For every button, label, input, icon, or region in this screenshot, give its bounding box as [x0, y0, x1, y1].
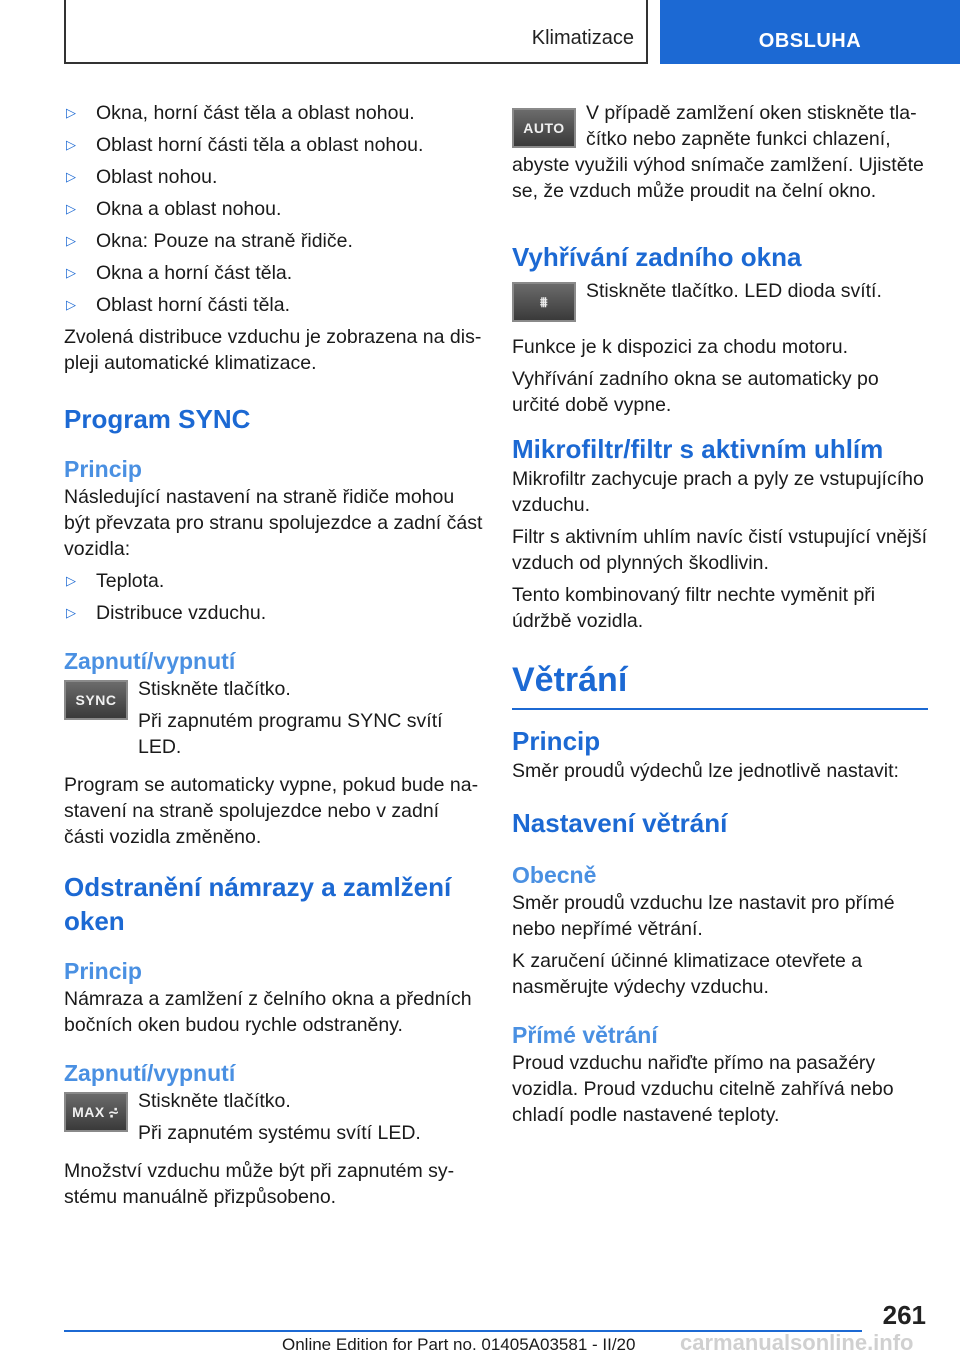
triangle-bullet-icon: ▷ — [66, 297, 76, 312]
header-bar — [64, 0, 648, 64]
chapter-tab — [660, 0, 960, 64]
triangle-bullet-icon: ▷ — [66, 137, 76, 152]
auto-block — [512, 100, 928, 204]
rear-window-heater-icon: ⩩ — [512, 282, 576, 322]
right-column — [512, 100, 928, 1134]
sync-heading: Program SYNC — [64, 404, 251, 434]
defrost-principle-heading: Princip — [64, 958, 142, 984]
triangle-bullet-icon: ▷ — [66, 169, 76, 184]
max-note-text: Množství vzduchu může být při zapnutém systému manuálně přizpůsobeno. — [64, 1160, 455, 1208]
list-item: ▷ Okna: Pouze na straně řidiče. — [66, 230, 353, 252]
list-item: ▷ Oblast nohou. — [66, 166, 218, 188]
defrost-heading: Odstranění námrazy a zamlžení oken — [64, 872, 452, 936]
edition-text: Online Edition for Part no. 01405A03581 - II/20 — [282, 1335, 636, 1354]
distribution-list — [64, 100, 484, 318]
general-heading: Obecně — [512, 862, 597, 888]
sync-press-text: Stiskněte tlačítko. — [138, 678, 291, 700]
list-item: ▷ Okna a oblast nohou. — [66, 198, 282, 220]
sync-principle-heading: Princip — [64, 456, 142, 482]
section-divider — [512, 708, 928, 710]
page-number: 261 — [882, 1300, 926, 1330]
rear-press-text: Stiskněte tlačítko. LED dioda svítí. — [586, 280, 882, 302]
general-text-1: Směr proudů vzduchu lze nastavit pro přímé nebo nepřímé větrání. — [512, 892, 895, 940]
sync-led-text: Při zapnutém programu SYNC svítí LED. — [138, 710, 443, 758]
sync-principle-text: Následující nastavení na straně řidiče mohou být převzata pro stranu spolujezdce a zadní část vozidla: — [64, 486, 483, 560]
filter-text-2: Filtr s aktivním uhlím navíc čistí vstupující vnější vzduch od plynných škodlivin. — [512, 526, 928, 574]
auto-text: V případě zamlžení oken stiskněte tlačítko nebo zapněte funkci chlazení, abyste využili výhod snímače zamlžení. Ujistěte se, že vzduch může proudit na čelní okno. — [512, 102, 924, 202]
filter-heading: Mikrofiltr/filtr s aktivním uhlím — [512, 434, 884, 464]
watermark: carmanualsonline.info — [680, 1330, 914, 1355]
left-column — [64, 100, 484, 1216]
max-button-row — [64, 1088, 484, 1152]
list-item: ▷ Oblast horní části těla. — [66, 294, 291, 316]
distribution-note: Zvolená distribuce vzduchu je zobrazena na displeji automatické klimatizace. — [64, 326, 482, 374]
section-title: Klimatizace — [531, 27, 634, 49]
defrost-icon: ⩫ — [107, 1103, 120, 1120]
ventilation-setting-heading: Nastavení větrání — [512, 808, 728, 838]
triangle-bullet-icon: ▷ — [66, 573, 76, 588]
ventilation-principle-text: Směr proudů výdechů lze jednotlivě nastavit: — [512, 760, 899, 782]
rear-auto-off-text: Vyhřívání zadního okna se automaticky po určité době vypne. — [512, 368, 879, 416]
filter-text-1: Mikrofiltr zachycuje prach a pyly ze vstupujícího vzduchu. — [512, 468, 924, 516]
ventilation-heading: Větrání — [512, 661, 628, 699]
triangle-bullet-icon: ▷ — [66, 105, 76, 120]
direct-ventilation-text: Proud vzduchu nařiďte přímo na pasažéry vozidla. Proud vzduchu citelně zahřívá nebo chladí podle nastavené teploty. — [512, 1052, 894, 1126]
list-item: ▷ Okna, horní část těla a oblast nohou. — [66, 102, 415, 124]
list-item: ▷ Teplota. — [66, 570, 165, 592]
filter-text-3: Tento kombinovaný filtr nechte vyměnit při údržbě vozidla. — [512, 584, 876, 632]
auto-button-icon: AUTO — [512, 108, 576, 148]
defrost-principle-text: Námraza a zamlžení z čelního okna a předních bočních oken budou rychle odstraněny. — [64, 988, 472, 1036]
sync-button-icon: SYNC — [64, 680, 128, 720]
rear-window-heading: Vyhřívání zadního okna — [512, 242, 802, 272]
sync-auto-off-text: Program se automaticky vypne, pokud bude nastavení na straně spolujezdce nebo v zadní části vozidla změněno. — [64, 774, 479, 848]
triangle-bullet-icon: ▷ — [66, 201, 76, 216]
ventilation-principle-heading: Princip — [512, 726, 601, 756]
rear-engine-text: Funkce je k dispozici za chodu motoru. — [512, 336, 848, 358]
triangle-bullet-icon: ▷ — [66, 233, 76, 248]
max-defrost-button-icon: MAX ⩫ — [64, 1092, 128, 1132]
max-led-text: Při zapnutém systému svítí LED. — [138, 1122, 421, 1144]
max-press-text: Stiskněte tlačítko. — [138, 1090, 291, 1112]
rear-button-row — [512, 278, 928, 322]
list-item: ▷ Distribuce vzduchu. — [66, 602, 267, 624]
direct-ventilation-heading: Přímé větrání — [512, 1022, 658, 1048]
sync-onoff-heading: Zapnutí/vypnutí — [64, 648, 236, 674]
list-item: ▷ Oblast horní části těla a oblast nohou. — [66, 134, 424, 156]
list-item: ▷ Okna a horní část těla. — [66, 262, 293, 284]
chapter-tab-label: OBSLUHA — [758, 29, 862, 52]
triangle-bullet-icon: ▷ — [66, 605, 76, 620]
triangle-bullet-icon: ▷ — [66, 265, 76, 280]
sync-button-row — [64, 676, 484, 766]
general-text-2: K zaručení účinné klimatizace otevřete a nasměrujte výdechy vzduchu. — [512, 950, 863, 998]
defrost-onoff-heading: Zapnutí/vypnutí — [64, 1060, 236, 1086]
